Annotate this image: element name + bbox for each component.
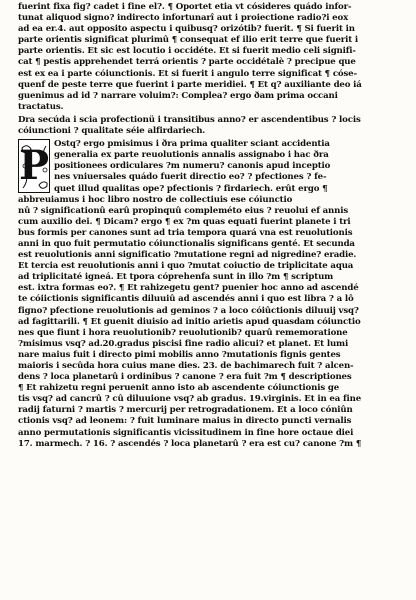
text-line: anni in quo fuit permutatio cóiunctionalis significans genté. Et secunda — [18, 238, 355, 249]
text-line: quenf de peste terre que fuerint i parte meridiei. ¶ Et q? auxiliante deo iá — [18, 79, 362, 90]
text-line: ad ea er.4. aut opposito aspectu i quibusq? orizótib? fuerit. ¶ Si fuerit in — [18, 24, 355, 35]
text-line: tis vsq? ad cancrû ? cû diluuione vsq? ab gradus. 19.virginis. Et in ea fine — [18, 394, 362, 405]
text-line: ad triplicitaté igneá. Et tpora cóprehenfa sunt in illo ?m ¶ scriptum — [18, 272, 334, 283]
text-line: quet illud qualitas ope? pfectionis ? firdariech. erût ergo ¶ — [54, 183, 328, 194]
heading-line: cóiunctioni ? qualitate séie alfirdariech. — [18, 126, 206, 137]
text-line: parte orientis. Et sic est locutio i occidéte. Et si fuerit medio celi signifi- — [18, 46, 356, 57]
text-line: est. ixtra formas eo?. ¶ Et rahizegetu gent? puenier hoc anno ad ascendé — [18, 283, 359, 294]
text-line: est ex ea i parte cóiunctionis. Et si fuerit i angulo terre significat ¶ cóse- — [18, 68, 357, 79]
text-line: 17. marmech. ? 16. ? ascendés ? loca planetarû ? era est cu? canone ?m ¶ — [18, 438, 362, 449]
text-line: maioris i secûda hora cuius mane dies. 23. de bachimarech fuit ? alcen- — [18, 361, 354, 371]
text-line: generalia ex parte reuolutionis annalis assignabo i hac ðra — [54, 150, 329, 161]
text-column — [18, 2, 400, 450]
section-heading — [18, 115, 400, 137]
text-line: nes que fiunt i hora reuolutionib? reuolutionib? quarû rememoratione — [18, 327, 348, 338]
body-paragraph — [18, 195, 400, 450]
text-line: bus formis per canones sunt ad tria tempora quará vna est reuolutionis — [18, 227, 353, 238]
text-line: positionees ordiculares ?m numeru? canonis apud inceptio — [54, 161, 331, 172]
text-line: Ostq? ergo pmisimus i ðra prima qualiter sciant accidentia — [54, 139, 330, 150]
text-line: nes vniuersales quádo fuerit directio eo? ? pfectiones ? fe- — [54, 172, 327, 183]
initial-paragraph — [18, 139, 400, 194]
text-line: cum auxilio dei. ¶ Dicam? ergo ¶ ex ?m quas equati fuerint planete i tri — [18, 216, 351, 227]
text-line: ?misimus vsq? ad.20.gradus piscisi fine radio alicui? et planet. Et lumi — [18, 338, 349, 349]
text-line: figno? pfectione reuolutionis ad geminos ? a loco cóiûctionis diluuij vsq? — [18, 305, 359, 316]
text-line: cat ¶ pestis apprehendet terrá orientis ? parte occidétalè ? precipue que — [18, 57, 356, 68]
text-line: radij faturni ? martis ? mercurij per retrogradationem. Et a loco cóniûn — [18, 405, 353, 416]
text-line: est reuolutionis anni significatio ?mutatione regni ad nigredine? eradie. — [18, 250, 357, 261]
text-line: parte orientis significat plurimû ¶ consequat ef ilio erit terre que fuerit i — [18, 35, 359, 46]
text-line: guenimus ad id ? narrare voluim?: Complea? ergo ðam prima occani — [18, 90, 338, 101]
top-paragraph — [18, 2, 400, 113]
text-line: nû ? significationû earû propinquû compleméto eius ? reuolui ef annis — [18, 205, 349, 216]
text-line: nare maius fuit i directo pimi mobilis anno ?mutationis fignis gentes — [18, 349, 341, 360]
text-line: tractatus. — [18, 101, 64, 112]
text-line: ctionis vsq? ad leonem: ? fuit luminare maius in directo puncti vernalis — [18, 416, 352, 427]
heading-line: Dra secúda i scia profectionü i transitibus anno? er ascendentibus ? locis — [18, 114, 361, 125]
text-line: fuerint fixa fig? cadet i fine el?. ¶ Oportet etia vt cósideres quádo infor- — [18, 2, 352, 12]
text-line: anno permutationis significantis vicissitudinem in fine hore octaue diei — [18, 427, 354, 438]
text-line: te cóiictionis significantis diluuiû ad ascendés anni i quo est libra ? a lô — [18, 294, 354, 305]
decorated-initial — [18, 139, 50, 193]
text-line: tunat aliquod signo? indirecto infortunarî aut i proiectione radio?i eox — [18, 13, 349, 24]
initial-letter: P — [18, 142, 50, 190]
text-line: Et tercia est reuolutionis anni i quo ?mutat coiuctio de triplicitate aqua — [18, 261, 354, 272]
text-line: ad fagittarili. ¶ Et guenit diuisio ad initio arietis apud quasdam cóiunctio — [18, 316, 361, 327]
text-line: dens ? loca planetarû i ordinibus ? canone ? era fuit ?m ¶ descriptiones — [18, 372, 352, 383]
text-line: abbreuiamus i hoc libro nostro de collectiuis ese cóiunctio — [18, 194, 293, 205]
text-line: ¶ Et rahizetu regni peruenit anno isto ab ascendente cóiunctionis ge — [18, 383, 340, 394]
